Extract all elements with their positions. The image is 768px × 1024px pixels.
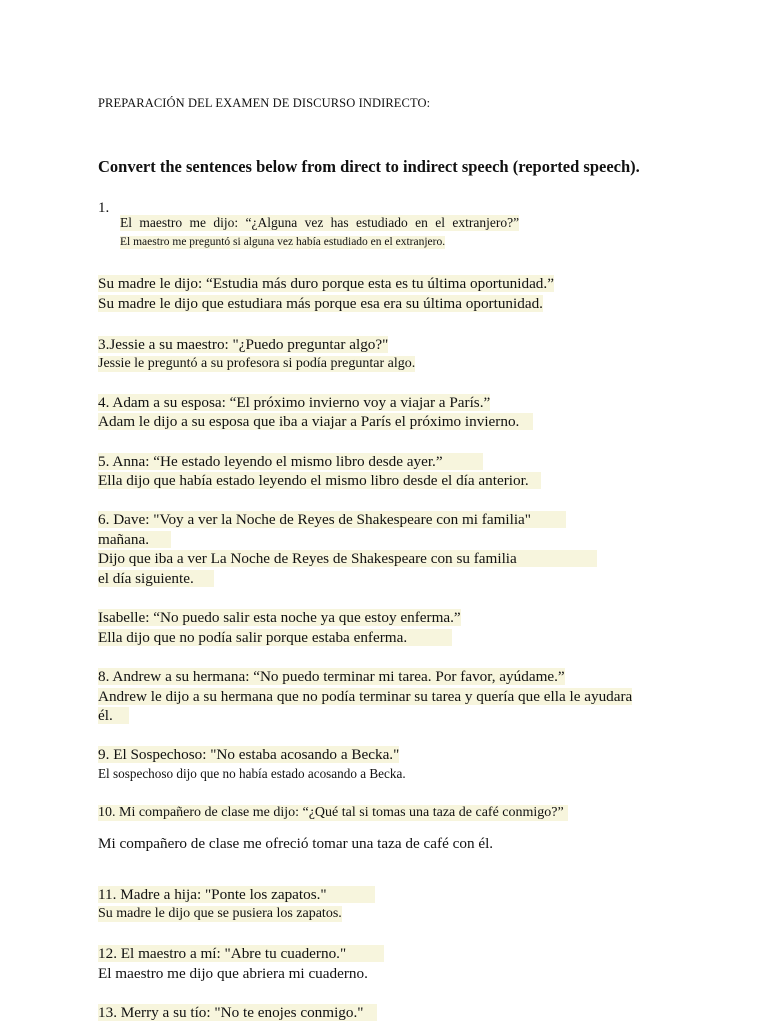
- item-2-reported: Su madre le dijo que estudiara más porque esa era su última oportunidad.: [98, 295, 543, 312]
- item-6-direct-line-1: 6. Dave: "Voy a ver la Noche de Reyes de Shakespeare con mi familia": [98, 511, 566, 528]
- page-header: PREPARACIÓN DEL EXAMEN DE DISCURSO INDIRECTO:: [98, 96, 431, 110]
- item-10-reported: Mi compañero de clase me ofreció tomar una taza de café con él.: [98, 835, 494, 852]
- item-12-direct: 12. El maestro a mí: "Abre tu cuaderno.": [98, 945, 384, 962]
- item-3-reported: Jessie le preguntó a su profesora si podía preguntar algo.: [98, 356, 416, 371]
- item-8-reported-line-1: Andrew le dijo a su hermana que no podía terminar su tarea y quería que ella le ayudara: [98, 688, 633, 705]
- item-8-direct: 8. Andrew a su hermana: “No puedo terminar mi tarea. Por favor, ayúdame.”: [98, 668, 565, 685]
- item-12-reported: El maestro me dijo que abriera mi cuaderno.: [98, 965, 368, 982]
- item-11-reported: Su madre le dijo que se pusiera los zapatos.: [98, 906, 342, 921]
- item-5-direct: 5. Anna: “He estado leyendo el mismo libro desde ayer.”: [98, 453, 483, 470]
- item-1-number: 1.: [98, 200, 110, 216]
- item-3-direct: 3.Jessie a su maestro: "¿Puedo preguntar algo?": [98, 336, 389, 353]
- item-9-reported: El sospechoso dijo que no había estado acosando a Becka.: [98, 766, 406, 781]
- item-9-direct: 9. El Sospechoso: "No estaba acosando a Becka.": [98, 746, 400, 763]
- item-2-direct: Su madre le dijo: “Estudia más duro porque esta es tu última oportunidad.”: [98, 275, 554, 292]
- item-8-reported-line-2: él.: [98, 707, 129, 724]
- item-11-direct: 11. Madre a hija: "Ponte los zapatos.": [98, 886, 375, 903]
- item-1-direct: El maestro me dijo: “¿Alguna vez has estudiado en el extranjero?”: [120, 215, 520, 230]
- item-4-reported: Adam le dijo a su esposa que iba a viajar a París el próximo invierno.: [98, 413, 533, 430]
- item-5-reported: Ella dijo que había estado leyendo el mismo libro desde el día anterior.: [98, 472, 541, 489]
- item-13-direct: 13. Merry a su tío: "No te enojes conmigo.": [98, 1004, 377, 1021]
- item-7-direct: Isabelle: “No puedo salir esta noche ya que estoy enferma.”: [98, 609, 461, 626]
- item-6-reported-line-1: Dijo que iba a ver La Noche de Reyes de Shakespeare con su familia: [98, 550, 597, 567]
- item-4-direct: 4. Adam a su esposa: “El próximo invierno voy a viajar a París.”: [98, 394, 491, 411]
- instructions-heading: Convert the sentences below from direct to indirect speech (reported speech).: [98, 157, 640, 176]
- item-6-direct-line-2: mañana.: [98, 531, 171, 548]
- item-7-reported: Ella dijo que no podía salir porque estaba enferma.: [98, 629, 452, 646]
- item-1-reported: El maestro me preguntó si alguna vez había estudiado en el extranjero.: [120, 236, 446, 248]
- item-10-direct: 10. Mi compañero de clase me dijo: “¿Qué tal si tomas una taza de café conmigo?”: [98, 805, 568, 821]
- item-6-reported-line-2: el día siguiente.: [98, 570, 214, 587]
